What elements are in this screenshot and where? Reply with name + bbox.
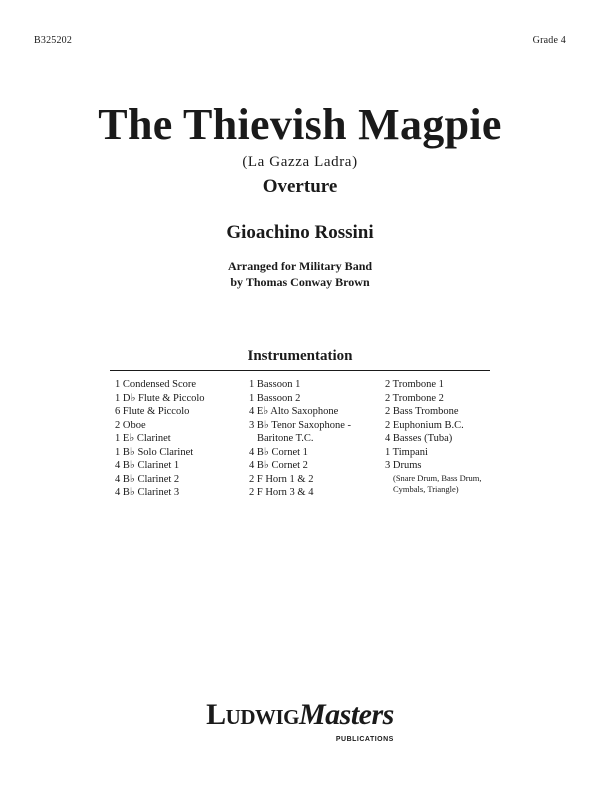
- instrument-item: 2 Bass Trombone: [385, 406, 459, 417]
- instrument-item: 2 Euphonium B.C.: [385, 419, 464, 431]
- instrument-item: 1 E♭ Clarinet: [115, 433, 171, 444]
- instrument-item: 4 B♭ Clarinet 3: [115, 487, 180, 498]
- instrumentation-heading: Instrumentation: [247, 348, 353, 364]
- drums-note-line-2: Cymbals, Triangle): [393, 483, 459, 494]
- instrument-item: 2 Trombone 1: [385, 379, 444, 390]
- instrument-item: 4 Basses (Tuba): [385, 433, 453, 444]
- instrument-item: 1 Timpani: [385, 446, 428, 458]
- instrument-item: Baritone T.C.: [257, 433, 314, 444]
- drums-note-line-1: (Snare Drum, Bass Drum,: [393, 472, 482, 483]
- instrument-item: 1 Condensed Score: [115, 379, 197, 390]
- instrument-item: 2 Trombone 2: [385, 392, 444, 404]
- instrument-item: 4 E♭ Alto Saxophone: [249, 406, 339, 417]
- instrument-item: 4 B♭ Cornet 2: [249, 460, 308, 471]
- arrangement-line-1: Arranged for Military Band: [227, 259, 373, 273]
- publisher-tagline: PUBLICATIONS: [335, 736, 394, 743]
- instrument-column-1: [115, 378, 245, 500]
- catalog-number: B325202: [34, 35, 73, 46]
- composer-name: Gioachino Rossini: [226, 222, 374, 243]
- instrument-item: 1 D♭ Flute & Piccolo: [115, 392, 205, 404]
- subtitle: (La Gazza Ladra): [242, 154, 358, 170]
- page-title: The Thievish Magpie: [98, 100, 502, 149]
- publisher-logo-wordmark: [206, 698, 394, 743]
- instrument-item: 4 B♭ Clarinet 1: [115, 460, 180, 471]
- instrument-item: 3 Drums: [385, 460, 422, 471]
- instrument-item: 1 Bassoon 1: [249, 379, 301, 390]
- instrument-item: 3 B♭ Tenor Saxophone -: [249, 419, 352, 431]
- instrument-column-3: [385, 378, 505, 495]
- instrument-item: 1 B♭ Solo Clarinet: [115, 446, 194, 458]
- arrangement-credit: [0, 258, 600, 290]
- instrument-item: 4 B♭ Clarinet 2: [115, 473, 180, 485]
- instrument-item: 2 F Horn 1 & 2: [249, 473, 314, 485]
- grade-label: Grade 4: [532, 35, 566, 46]
- publisher-name-part-1: Ludwig: [206, 698, 299, 731]
- arrangement-line-2: by Thomas Conway Brown: [230, 275, 370, 289]
- instrument-item: 2 F Horn 3 & 4: [249, 487, 314, 498]
- instrument-item: 4 B♭ Cornet 1: [249, 446, 308, 458]
- movement-title: Overture: [262, 176, 338, 197]
- publisher-name-part-2: Masters: [299, 698, 394, 731]
- divider: [110, 370, 490, 371]
- publisher-logo: [0, 698, 600, 743]
- instrument-item: 1 Bassoon 2: [249, 392, 301, 404]
- instrument-item: 2 Oboe: [115, 419, 146, 431]
- instrument-item: 6 Flute & Piccolo: [115, 406, 190, 417]
- instrument-column-2: [249, 378, 384, 500]
